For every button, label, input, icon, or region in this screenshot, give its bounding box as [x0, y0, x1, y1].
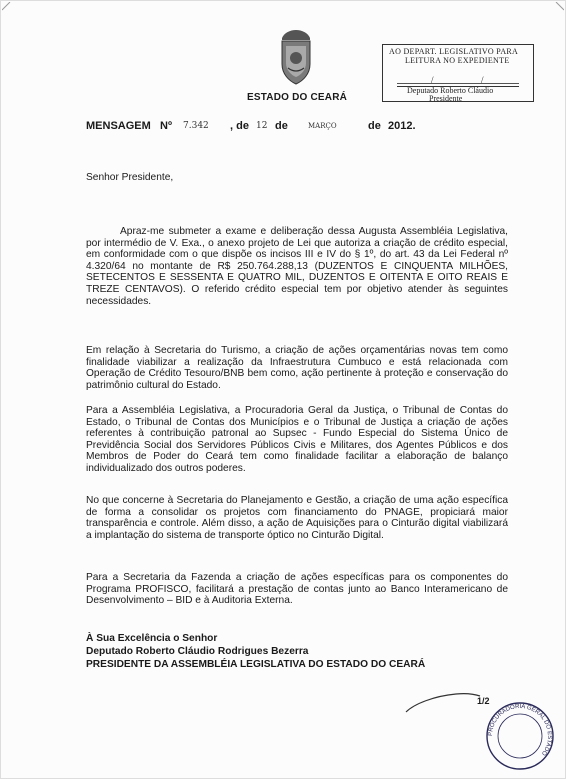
- addressee-name: Deputado Roberto Cláudio Rodrigues Bezerra: [86, 646, 309, 657]
- scan-corner-mark: [2, 2, 16, 16]
- body-paragraph: Para a Assembléia Legislativa, a Procuradoria Geral da Justiça, o Tribunal de Contas do Estado, o Tribunal de Contas dos Municípios e o Tribunal de Justiça a criação de ações referentes à contribuição patronal ao Supsec - Fundo Especial do Sistema Único de Previdência Social dos Servidores Públicos Civis e Militares, dos Agentes Públicos e dos Membros de Poder do Ceará tem como finalidade facilitar a elaboração de balanço individualizado dos outros poderes.: [86, 405, 508, 474]
- stamp-role: Presidente: [429, 94, 463, 103]
- salutation: Senhor Presidente,: [86, 172, 174, 183]
- message-year: 2012.: [388, 120, 416, 132]
- message-number-prefix: Nº: [160, 120, 172, 132]
- message-label: MENSAGEM: [86, 120, 151, 132]
- body-paragraph: Apraz-me submeter a exame e deliberação dessa Augusta Assembléia Legislativa, por intermédio de V. Exa., o anexo projeto de Lei que autoriza a criação de crédito especial, em conformidade com o que dispõe os incisos III e IV do § 1º, do art. 43 da Lei Federal nº 4.320/64 no montante de R$ 250.764.288,13 (DUZENTOS E CINQUENTA MILHÕES, SETECENTOS E SESSENTA E QUATRO MIL, DUZENTOS E OITENTA E OITO REAIS E TREZE CENTAVOS). O referido crédito especial tem por objetivo atender às seguintes necessidades.: [86, 226, 508, 307]
- addressee-block: [86, 632, 425, 671]
- body-paragraph: Em relação à Secretaria do Turismo, a criação de ações orçamentárias novas tem como finalidade viabilizar a realização da Infraestrutura Cumbuco e está relacionada com Operação de Crédito Tesouro/BNB bem como, ação pertinente à proteção e conservação do patrimônio cultural do Estado.: [86, 345, 508, 391]
- procuradoria-seal-icon: [484, 700, 556, 772]
- stamp-date-slash: /: [481, 75, 484, 85]
- scan-corner-mark: [550, 2, 564, 16]
- signature-stroke: [404, 690, 484, 714]
- stamp-signatory: Deputado Roberto Cláudio: [407, 86, 494, 95]
- reception-stamp: [382, 44, 534, 102]
- message-month: MARÇO: [308, 122, 337, 130]
- state-name: ESTADO DO CEARÁ: [247, 92, 348, 103]
- body-paragraph: No que concerne à Secretaria do Planejamento e Gestão, a criação de uma ação específica de forma a consolidar os projetos com financiamento do PNAGE, propiciará maior transparência e controle. Além disso, a ação de Aquisições para o Cinturão digital viabilizará a implantação do sistema de transporte óptico no Cinturão Digital.: [86, 495, 508, 541]
- addressee-title: PRESIDENTE DA ASSEMBLÉIA LEGISLATIVA DO ESTADO DO CEARÁ: [86, 659, 426, 670]
- seal-text: PROCURADORIA GERAL DO ESTADO: [487, 703, 553, 757]
- message-de: , de: [230, 120, 249, 132]
- message-day: 12: [256, 121, 268, 131]
- body-paragraph: Para a Secretaria da Fazenda a criação de ações específicas para os componentes do Programa PROFISCO, facilitará a prestação de contas junto ao Banco Interamericano de Desenvolvimento – BID e à Auditoria Externa.: [86, 572, 508, 607]
- message-de: de: [275, 120, 288, 132]
- addressee-line: À Sua Excelência o Senhor: [86, 633, 218, 644]
- stamp-date-slash: /: [431, 75, 434, 85]
- page-number: 1/2: [477, 696, 490, 706]
- message-de: de: [368, 120, 381, 132]
- message-number: 7.342: [183, 121, 209, 131]
- stamp-line-1: AO DEPART. LEGISLATIVO PARA: [389, 47, 519, 56]
- state-coat-of-arms-icon: [276, 28, 316, 86]
- stamp-line-2: LEITURA NO EXPEDIENTE: [405, 56, 510, 65]
